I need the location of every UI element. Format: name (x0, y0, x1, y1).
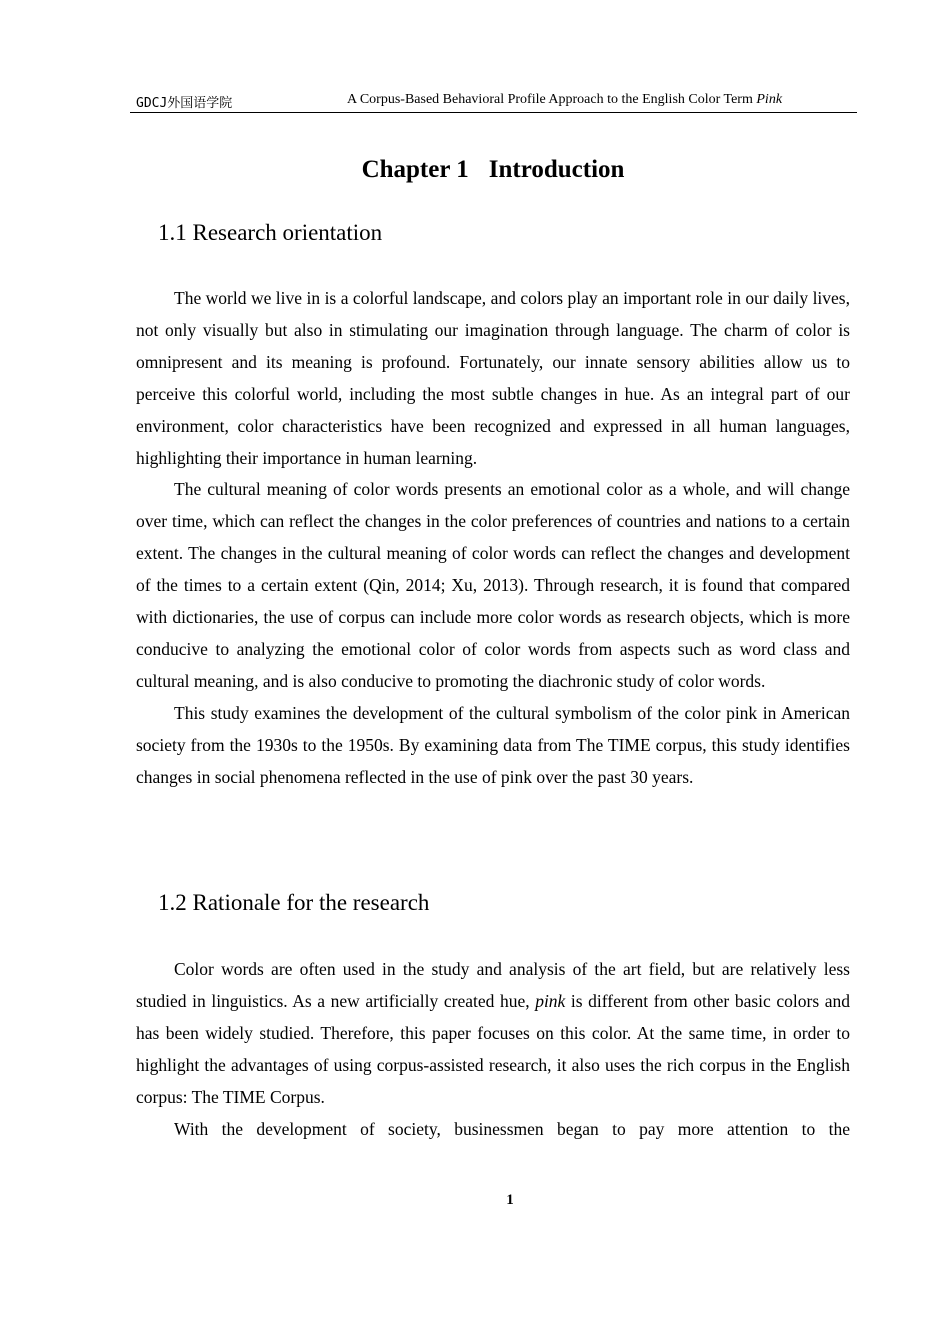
paragraph-text: Color words are often used in the study and analysis of the art field, but are relatively less studied in linguistics. As a new artificially created hue, (136, 959, 850, 1011)
header-institution: GDCJ外国语学院 (136, 96, 233, 111)
section-heading-1-2: 1.2 Rationale for the research (158, 890, 430, 915)
running-header (130, 90, 857, 113)
chapter-number: Chapter 1 (361, 156, 469, 183)
chapter-name: Introduction (488, 156, 625, 183)
chapter-title (0, 156, 950, 184)
header-thesis-title (347, 92, 782, 108)
section-1-1-body (136, 283, 850, 794)
italic-term: pink (535, 990, 566, 1011)
paragraph (136, 954, 850, 1114)
section-heading-1-1: 1.1 Research orientation (158, 220, 383, 245)
paragraph: This study examines the development of the cultural symbolism of the color pink in American society from the 1930s to the 1950s. By examining data from The TIME corpus, this study identifies changes in social phenomena reflected in the use of pink over the past 30 years. (136, 702, 850, 787)
paragraph: With the development of society, businessmen began to pay more attention to the (174, 1118, 850, 1139)
header-title-text: A Corpus-Based Behavioral Profile Approach to the English Color Term (347, 92, 757, 107)
paragraph: The cultural meaning of color words presents an emotional color as a whole, and will change over time, which can reflect the changes in the color preferences of countries and nations to a certain extent. The changes in the cultural meaning of color words can reflect the changes and development of the times to a certain extent (Qin, 2014; Xu, 2013). Through research, it is found that compared with dictionaries, the use of corpus can include more color words as research objects, which is more conducive to analyzing the emotional color of color words from aspects such as word class and cultural meaning, and is also conducive to promoting the diachronic study of color words. (136, 479, 850, 691)
paragraph-text: is different from other basic colors and has been widely studied. Therefore, this paper focuses on this color. At the same time, in order to highlight the advantages of using corpus-assisted research, it also uses the rich corpus in the English corpus: The TIME Corpus. (136, 990, 850, 1107)
page-number: 1 (506, 1192, 514, 1208)
section-1-2-body (136, 954, 850, 1145)
header-title-italic: Pink (756, 92, 783, 107)
paragraph: The world we live in is a colorful landscape, and colors play an important role in our daily lives, not only visually but also in stimulating our imagination through language. The charm of color is omnipresent and its meaning is profound. Fortunately, our innate sensory abilities allow us to perceive this colorful world, including the most subtle changes in hue. As an integral part of our environment, color characteristics have been recognized and expressed in all human languages, highlighting their importance in human learning. (136, 288, 850, 468)
